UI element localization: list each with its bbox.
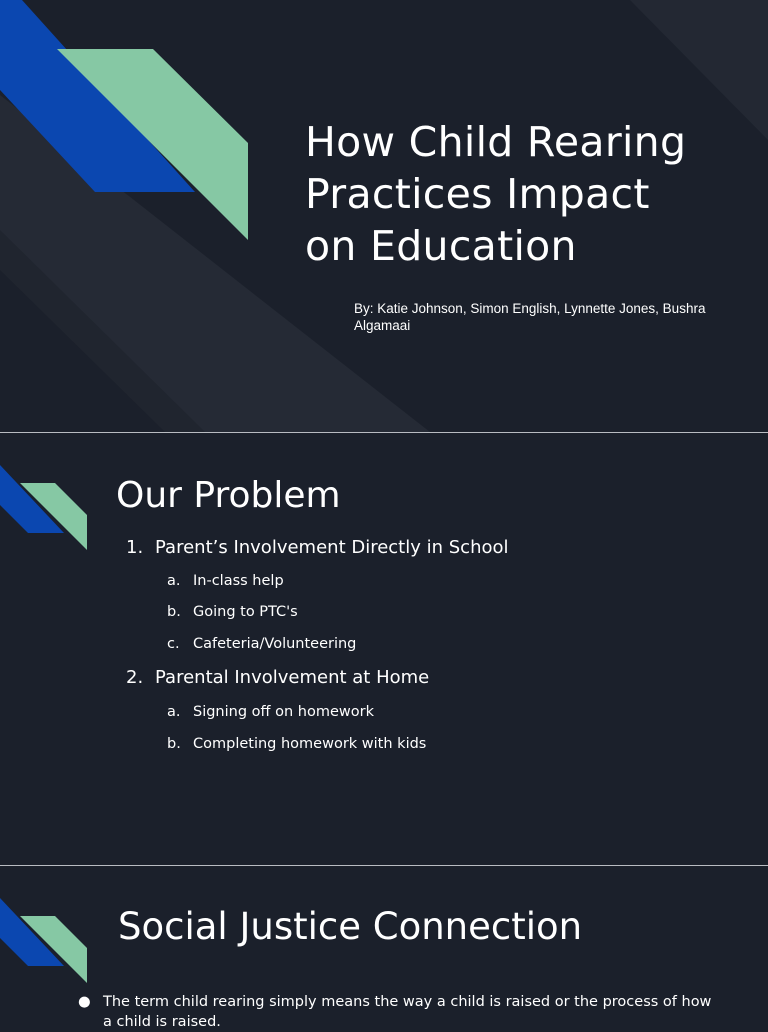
- sub-list-letter: b.: [167, 604, 181, 620]
- sub-list-item: [167, 602, 298, 622]
- sub-list-item: [167, 571, 284, 591]
- title-line: How Child Rearing: [305, 118, 687, 166]
- title-slide: [0, 0, 768, 432]
- sub-list-label: Going to PTC's: [193, 604, 298, 620]
- bullet-text: The term child rearing simply means the way a child is raised or the process of how a child is raised.: [103, 994, 712, 1030]
- list-item-label: Parental Involvement at Home: [155, 667, 430, 688]
- sub-list-item: [167, 634, 356, 654]
- sub-list-label: Cafeteria/Volunteering: [193, 636, 357, 652]
- list-item: [126, 536, 509, 560]
- presentation-title: [305, 116, 745, 272]
- social-justice-slide-decoration: [0, 866, 120, 1024]
- sub-list-letter: a.: [167, 573, 181, 589]
- subtitle-line: By: Katie Johnson, Simon English, Lynnette Jones, Bushra: [354, 301, 706, 316]
- problem-slide: [0, 433, 768, 865]
- list-item: [126, 666, 429, 690]
- sub-list-letter: b.: [167, 736, 181, 752]
- sub-list-item: [167, 702, 374, 722]
- sub-list-letter: c.: [167, 636, 180, 652]
- sub-list-label: In-class help: [193, 573, 284, 589]
- subtitle-line: Algamaai: [354, 318, 411, 333]
- sub-list-letter: a.: [167, 704, 181, 720]
- authors-subtitle: [354, 300, 734, 334]
- slide-title: Social Justice Connection: [118, 905, 583, 948]
- list-item-label: Parent’s Involvement Directly in School: [155, 537, 509, 558]
- problem-slide-decoration: [0, 433, 120, 573]
- list-number: 1.: [126, 537, 144, 558]
- sub-list-item: [167, 734, 426, 754]
- sub-list-label: Completing homework with kids: [193, 736, 427, 752]
- title-line: on Education: [305, 222, 577, 270]
- bullet-marker: ●: [78, 994, 91, 1010]
- slide-title: Our Problem: [116, 475, 341, 516]
- list-number: 2.: [126, 667, 144, 688]
- sub-list-label: Signing off on homework: [193, 704, 374, 720]
- title-line: Practices Impact: [305, 170, 650, 218]
